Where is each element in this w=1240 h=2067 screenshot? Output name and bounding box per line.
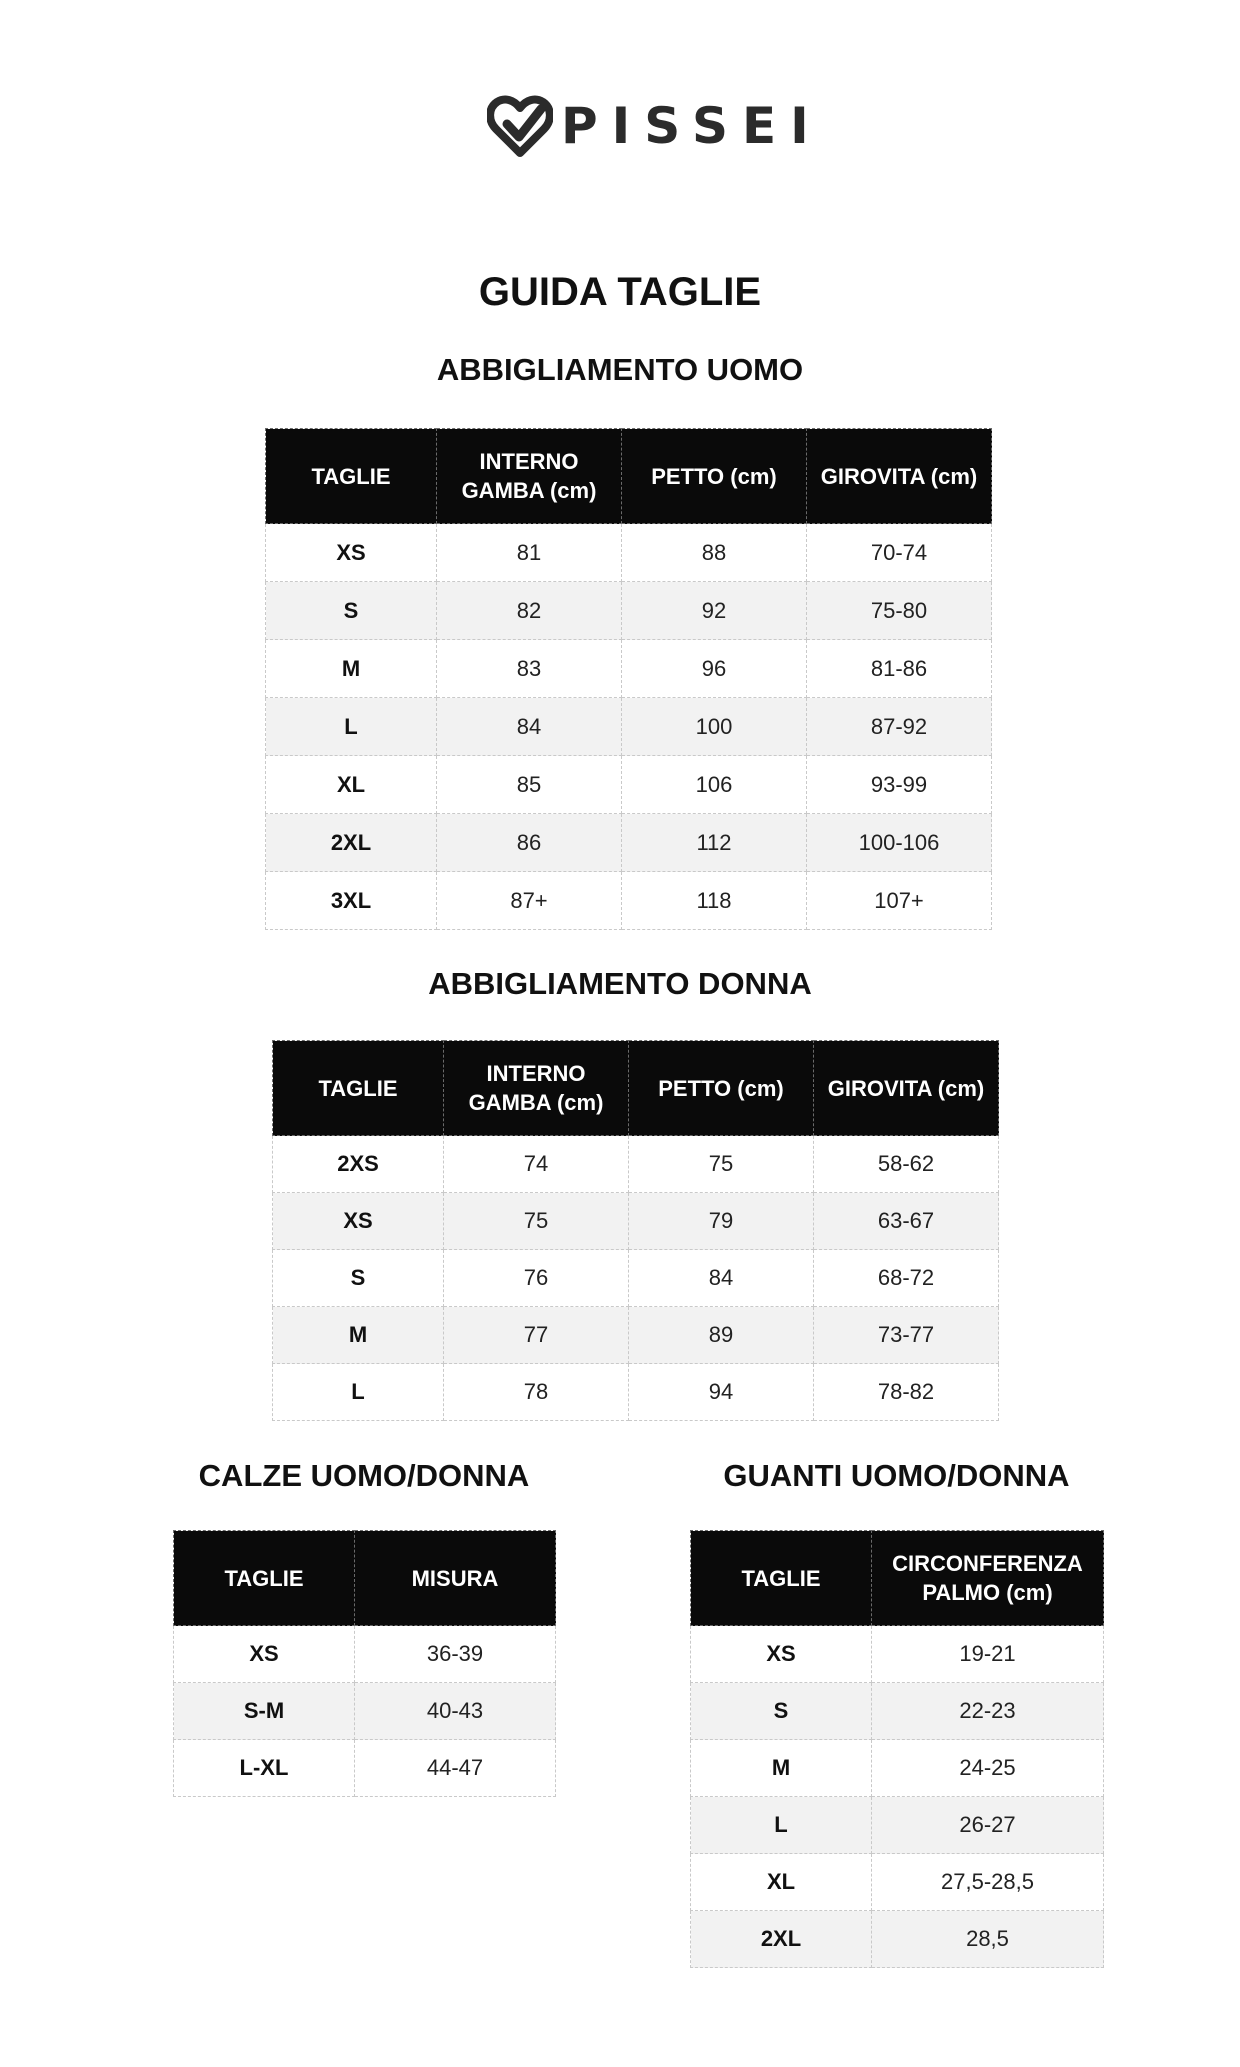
value-cell: 58-62 bbox=[814, 1136, 999, 1193]
value-cell: 84 bbox=[629, 1250, 814, 1307]
value-cell: 94 bbox=[629, 1364, 814, 1421]
brand-logo bbox=[487, 93, 823, 159]
table-row bbox=[691, 1854, 1104, 1911]
value-cell: 40-43 bbox=[355, 1683, 556, 1740]
value-cell: 85 bbox=[437, 756, 622, 814]
value-cell: 63-67 bbox=[814, 1193, 999, 1250]
table-row bbox=[174, 1740, 556, 1797]
value-cell: 81-86 bbox=[807, 640, 992, 698]
gloves-section-title: GUANTI UOMO/DONNA bbox=[723, 1458, 1070, 1493]
brand-name: PISSEI bbox=[561, 97, 823, 155]
value-cell: 100-106 bbox=[807, 814, 992, 872]
gloves-size-table bbox=[690, 1530, 1104, 1968]
size-cell: S bbox=[266, 582, 437, 640]
table-row bbox=[174, 1683, 556, 1740]
value-cell: 82 bbox=[437, 582, 622, 640]
size-cell: XS bbox=[266, 524, 437, 582]
value-cell: 26-27 bbox=[872, 1797, 1104, 1854]
size-cell: L bbox=[691, 1797, 872, 1854]
table-row bbox=[266, 640, 992, 698]
table-row bbox=[266, 698, 992, 756]
size-cell: S bbox=[691, 1683, 872, 1740]
table-row bbox=[266, 756, 992, 814]
table-row bbox=[691, 1740, 1104, 1797]
table-row bbox=[174, 1626, 556, 1683]
table-row bbox=[266, 524, 992, 582]
value-cell: 76 bbox=[444, 1250, 629, 1307]
value-cell: 96 bbox=[622, 640, 807, 698]
value-cell: 107+ bbox=[807, 872, 992, 930]
size-cell: XL bbox=[691, 1854, 872, 1911]
value-cell: 28,5 bbox=[872, 1911, 1104, 1968]
value-cell: 100 bbox=[622, 698, 807, 756]
value-cell: 84 bbox=[437, 698, 622, 756]
table-row bbox=[273, 1193, 999, 1250]
men-header-0: TAGLIE bbox=[266, 429, 437, 524]
value-cell: 83 bbox=[437, 640, 622, 698]
table-row bbox=[273, 1364, 999, 1421]
value-cell: 73-77 bbox=[814, 1307, 999, 1364]
socks-header-1: MISURA bbox=[355, 1531, 556, 1626]
table-row bbox=[266, 872, 992, 930]
table-row bbox=[266, 582, 992, 640]
size-cell: 2XL bbox=[266, 814, 437, 872]
value-cell: 112 bbox=[622, 814, 807, 872]
value-cell: 27,5-28,5 bbox=[872, 1854, 1104, 1911]
size-cell: 3XL bbox=[266, 872, 437, 930]
page-title: GUIDA TAGLIE bbox=[478, 270, 762, 314]
value-cell: 75-80 bbox=[807, 582, 992, 640]
size-cell: 2XL bbox=[691, 1911, 872, 1968]
value-cell: 79 bbox=[629, 1193, 814, 1250]
socks-section-title: CALZE UOMO/DONNA bbox=[198, 1458, 530, 1493]
size-cell: S-M bbox=[174, 1683, 355, 1740]
table-row bbox=[691, 1683, 1104, 1740]
value-cell: 77 bbox=[444, 1307, 629, 1364]
table-row bbox=[266, 814, 992, 872]
value-cell: 88 bbox=[622, 524, 807, 582]
value-cell: 68-72 bbox=[814, 1250, 999, 1307]
value-cell: 70-74 bbox=[807, 524, 992, 582]
value-cell: 92 bbox=[622, 582, 807, 640]
value-cell: 78 bbox=[444, 1364, 629, 1421]
gloves-header-0: TAGLIE bbox=[691, 1531, 872, 1626]
table-row bbox=[691, 1911, 1104, 1968]
table-row bbox=[273, 1136, 999, 1193]
socks-header-0: TAGLIE bbox=[174, 1531, 355, 1626]
size-cell: XS bbox=[174, 1626, 355, 1683]
value-cell: 75 bbox=[629, 1136, 814, 1193]
value-cell: 81 bbox=[437, 524, 622, 582]
men-header-1: INTERNO GAMBA (cm) bbox=[437, 429, 622, 524]
size-cell: M bbox=[266, 640, 437, 698]
heart-check-icon bbox=[487, 93, 553, 159]
socks-size-table bbox=[173, 1530, 556, 1797]
size-cell: XL bbox=[266, 756, 437, 814]
size-cell: M bbox=[273, 1307, 444, 1364]
value-cell: 118 bbox=[622, 872, 807, 930]
men-header-3: GIROVITA (cm) bbox=[807, 429, 992, 524]
size-cell: S bbox=[273, 1250, 444, 1307]
men-size-table bbox=[265, 428, 992, 930]
size-cell: XS bbox=[273, 1193, 444, 1250]
size-cell: L bbox=[273, 1364, 444, 1421]
women-header-3: GIROVITA (cm) bbox=[814, 1041, 999, 1136]
men-header-2: PETTO (cm) bbox=[622, 429, 807, 524]
size-cell: XS bbox=[691, 1626, 872, 1683]
value-cell: 78-82 bbox=[814, 1364, 999, 1421]
value-cell: 87+ bbox=[437, 872, 622, 930]
table-row bbox=[691, 1797, 1104, 1854]
value-cell: 86 bbox=[437, 814, 622, 872]
value-cell: 89 bbox=[629, 1307, 814, 1364]
table-row bbox=[273, 1307, 999, 1364]
value-cell: 106 bbox=[622, 756, 807, 814]
men-section-title: ABBIGLIAMENTO UOMO bbox=[436, 352, 804, 387]
size-cell: 2XS bbox=[273, 1136, 444, 1193]
value-cell: 74 bbox=[444, 1136, 629, 1193]
women-section-title: ABBIGLIAMENTO DONNA bbox=[428, 966, 812, 1001]
value-cell: 93-99 bbox=[807, 756, 992, 814]
value-cell: 87-92 bbox=[807, 698, 992, 756]
table-row bbox=[691, 1626, 1104, 1683]
women-header-0: TAGLIE bbox=[273, 1041, 444, 1136]
value-cell: 24-25 bbox=[872, 1740, 1104, 1797]
size-cell: M bbox=[691, 1740, 872, 1797]
value-cell: 44-47 bbox=[355, 1740, 556, 1797]
size-cell: L bbox=[266, 698, 437, 756]
value-cell: 19-21 bbox=[872, 1626, 1104, 1683]
value-cell: 36-39 bbox=[355, 1626, 556, 1683]
value-cell: 75 bbox=[444, 1193, 629, 1250]
size-cell: L-XL bbox=[174, 1740, 355, 1797]
value-cell: 22-23 bbox=[872, 1683, 1104, 1740]
gloves-header-1: CIRCONFERENZA PALMO (cm) bbox=[872, 1531, 1104, 1626]
women-size-table bbox=[272, 1040, 999, 1421]
table-row bbox=[273, 1250, 999, 1307]
women-header-1: INTERNO GAMBA (cm) bbox=[444, 1041, 629, 1136]
women-header-2: PETTO (cm) bbox=[629, 1041, 814, 1136]
